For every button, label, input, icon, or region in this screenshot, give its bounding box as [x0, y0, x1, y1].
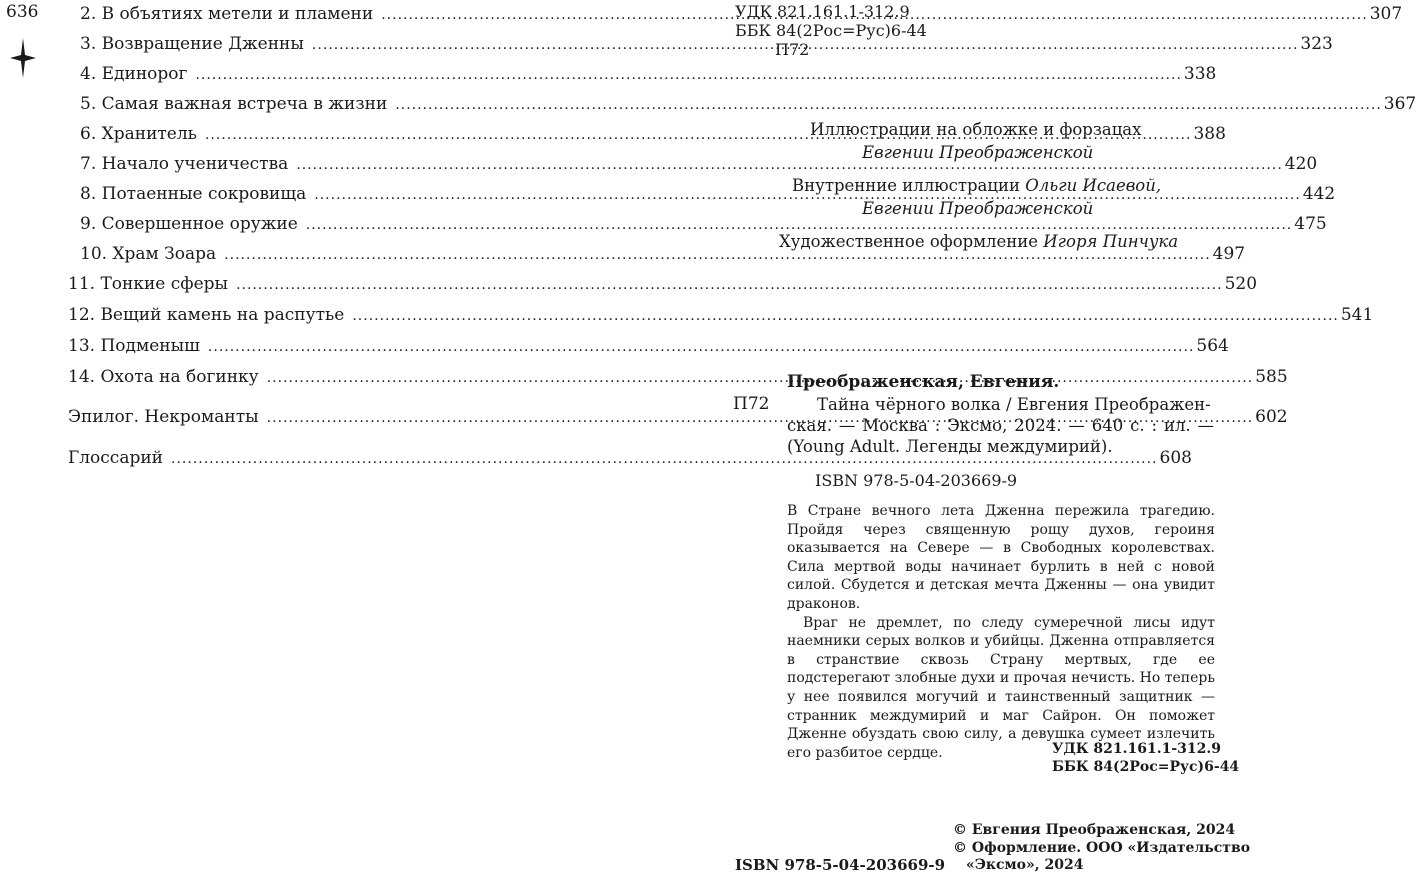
- toc-entry-page: 323: [1300, 34, 1333, 54]
- copyright-design: © Оформление. ООО «Издательство: [953, 839, 1251, 856]
- inner-credit-name: Ольги Исаевой,: [1025, 176, 1162, 195]
- toc-entry: [68, 407, 1288, 427]
- toc-entry: [80, 64, 1217, 84]
- bibliographic-description: [787, 394, 1214, 457]
- page-number: 636: [6, 2, 39, 22]
- classification-codes-bottom: [1052, 740, 1239, 776]
- author-heading: Преображенская, Евгения.: [787, 372, 1060, 392]
- toc-entry-title: 11. Тонкие сферы: [68, 274, 229, 294]
- toc-leader-dots: [296, 157, 1283, 173]
- toc-entry-page: 367: [1383, 94, 1416, 114]
- bbk-code-bottom: ББК 84(2Рос=Рус)6-44: [1052, 759, 1240, 775]
- toc-entry-title: 6. Хранитель: [80, 124, 197, 144]
- cover-credit-name: Евгении Преображенской: [862, 143, 1094, 162]
- toc-entry: [80, 154, 1318, 174]
- toc-entry-title: Эпилог. Некроманты: [68, 407, 259, 427]
- toc-entry-title: 4. Единорог: [80, 64, 188, 84]
- toc-entry-title: 9. Совершенное оружие: [80, 214, 298, 234]
- author-code: П72: [775, 40, 810, 59]
- toc-leader-dots: [306, 217, 1293, 233]
- classification-codes: [735, 2, 927, 59]
- toc-entry: [68, 305, 1374, 325]
- toc-entry-page: 520: [1224, 274, 1258, 294]
- udk-code: УДК 821.161.1-312.9: [735, 2, 910, 21]
- bib-line-1: Тайна чёрного волка / Евгения Преображен-: [817, 395, 1211, 414]
- toc-entry: [68, 274, 1258, 294]
- toc-entry-page: 442: [1302, 184, 1336, 204]
- toc-entry-page: 585: [1255, 367, 1288, 387]
- toc-entry-title: 3. Возвращение Дженны: [80, 34, 304, 54]
- toc-entry: [80, 244, 1246, 264]
- toc-entry: [68, 336, 1229, 356]
- copyright-publisher: «Эксмо», 2024: [966, 857, 1084, 873]
- annotation: [787, 502, 1215, 762]
- toc-entry-title: 14. Охота на богинку: [68, 367, 259, 387]
- isbn: ISBN 978-5-04-203669-9: [815, 471, 1018, 490]
- toc-entry-title: 5. Самая важная встреча в жизни: [80, 94, 388, 114]
- bib-code: П72: [733, 394, 770, 414]
- copyright-block: [953, 822, 1250, 875]
- toc-entry-title: 2. В объятиях метели и пламени: [80, 4, 374, 24]
- toc-entry-title: 7. Начало ученичества: [80, 154, 289, 174]
- toc-entry-page: 497: [1212, 244, 1246, 264]
- annotation-paragraph-1: В Стране вечного лета Дженна пережила трагедию. Пройдя через священную рощу духов, героиня оказывается на Севере — в Свободных королевствах. Сила мертвой воды начинает бурлить в ней с новой силой. Сбудется и детская мечта Дженны — она увидит драконов.: [787, 503, 1215, 612]
- inner-credit-label: Внутренние иллюстрации: [792, 176, 1020, 195]
- toc-entry-page: 420: [1284, 154, 1318, 174]
- toc-entry-title: 8. Потаенные сокровища: [80, 184, 307, 204]
- star-ornament-icon: [10, 38, 36, 78]
- annotation-paragraph-2: Враг не дремлет, по следу сумеречной лисы идут наемники серых волков и убийцы. Дженна отправляется в странствие сквозь Страну мертвых, где ее подстерегают злобные духи и прочая нечисть. Но теперь у нее появился могучий и таинственный защитник — странник междумирий и маг Сайрон. Он поможет Дженне обуздать свою силу, а девушка сумеет излечить его разбитое сердце.: [787, 614, 1215, 761]
- toc-leader-dots: [236, 277, 1223, 293]
- inner-credit-name-2: Евгении Преображенской: [862, 199, 1094, 218]
- toc-entry-page: 541: [1340, 305, 1374, 325]
- toc-entry-page: 564: [1196, 336, 1229, 356]
- inner-credit: [792, 176, 1161, 195]
- bib-rest: ская. — Москва : Эксмо, 2024. — 640 с. : ил. — (Young Adult. Легенды междумирий).: [787, 416, 1214, 456]
- toc-leader-dots: [352, 308, 1339, 324]
- toc-entry-page: 608: [1159, 448, 1192, 468]
- toc-leader-dots: [395, 97, 1382, 113]
- isbn-bottom: ISBN 978-5-04-203669-9: [735, 856, 946, 874]
- toc-entry-title: 12. Вещий камень на распутье: [68, 305, 345, 325]
- toc-entry-title: Глоссарий: [68, 448, 164, 468]
- design-credit-label: Художественное оформление: [779, 232, 1039, 251]
- udk-code-bottom: УДК 821.161.1-312.9: [1052, 741, 1222, 757]
- toc-entry: [80, 214, 1327, 234]
- toc-leader-dots: [267, 370, 1254, 386]
- toc-entry-title: 13. Подменыш: [68, 336, 200, 356]
- toc-entry-page: 475: [1294, 214, 1327, 234]
- toc-entry-page: 307: [1369, 4, 1403, 24]
- toc-entry-page: 338: [1183, 64, 1217, 84]
- toc-entry: [68, 448, 1192, 468]
- toc-entry-page: 388: [1193, 124, 1226, 144]
- copyright-author: © Евгения Преображенская, 2024: [953, 822, 1236, 838]
- toc-entry-page: 602: [1255, 407, 1288, 427]
- toc-leader-dots: [195, 67, 1182, 83]
- bbk-code: ББК 84(2Рос=Рус)6-44: [735, 21, 927, 40]
- toc-entry-title: 10. Храм Зоара: [80, 244, 217, 264]
- toc-leader-dots: [208, 339, 1195, 355]
- design-credit: [779, 232, 1178, 251]
- cover-credit-label: Иллюстрации на обложке и форзацах: [810, 120, 1142, 139]
- design-credit-name: Игоря Пинчука: [1043, 232, 1179, 251]
- toc-entry: [80, 94, 1416, 114]
